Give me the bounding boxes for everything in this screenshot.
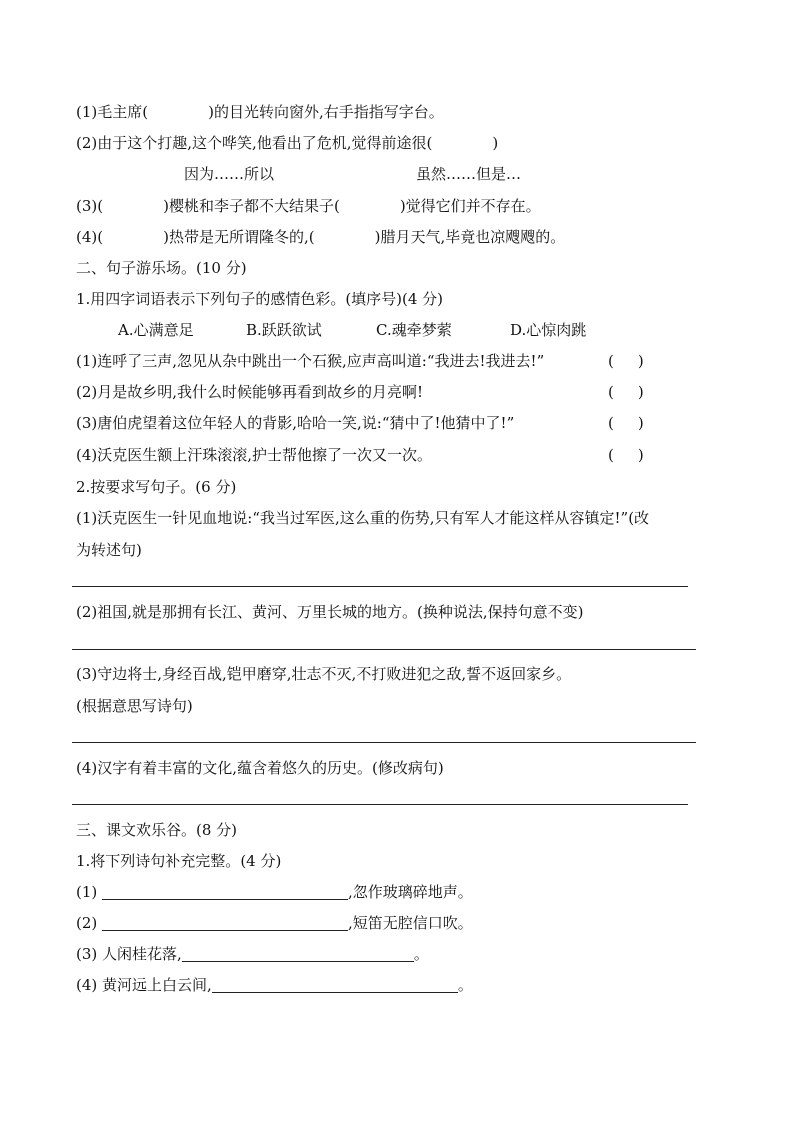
paren-open: ( (608, 446, 614, 464)
poem-item-2-text: ,短笛无腔信口吹。 (348, 914, 473, 932)
poem-item-4-end: 。 (457, 976, 473, 994)
emotion-answer-1[interactable] (608, 351, 644, 371)
section-2-part-2-title: 2.按要求写句子。(6 分) (76, 478, 237, 496)
section-2-title: 二、句子游乐场。(10 分) (76, 259, 247, 277)
rewrite-item-2: (2)祖国,就是那拥有长江、黄河、万里长城的地方。(换种说法,保持句意不变) (76, 603, 584, 621)
emotion-item-2: (2)月是故乡明,我什么时候能够再看到故乡的月亮啊! (76, 383, 424, 401)
poem-item-3-num: (3) (76, 945, 98, 963)
paren-open: ( (608, 414, 614, 432)
paren-close: ) (637, 352, 644, 370)
poem-item-4-num: (4) (76, 976, 98, 994)
poem-item-2-num: (2) (76, 914, 98, 932)
option-a: A.心满意足 (118, 321, 194, 339)
paren-close: ) (637, 414, 644, 432)
poem-blank-4[interactable] (212, 976, 458, 993)
fill-item-1-before: (1)毛主席( (76, 103, 149, 121)
section-2-part-1-title: 1.用四字词语表示下列句子的感情色彩。(填序号)(4 分) (76, 290, 444, 308)
fill-item-4-mid: )热带是无所谓隆冬的,( (163, 228, 315, 246)
poem-blank-1[interactable] (102, 883, 348, 900)
fill-item-4-num: (4)( (76, 228, 104, 246)
fill-item-2-after: ) (492, 134, 499, 152)
rewrite-item-3-line-2: (根据意思写诗句) (76, 697, 193, 715)
rewrite-item-1-line-1: (1)沃克医生一针见血地说:“我当过军医,这么重的伤势,只有军人才能这样从容镇定!”(改 (76, 509, 650, 527)
rewrite-item-3-line-1: (3)守边将士,身经百战,铠甲磨穿,壮志不灭,不打败进犯之敌,誓不返回家乡。 (76, 665, 572, 683)
fill-item-2 (76, 133, 498, 153)
answer-line-1[interactable] (72, 586, 688, 587)
fill-item-4-end: )腊月天气,毕竟也凉飕飕的。 (374, 228, 566, 246)
poem-item-3 (76, 944, 429, 964)
answer-line-4[interactable] (72, 804, 688, 805)
paren-close: ) (637, 446, 644, 464)
emotion-answer-4[interactable] (608, 445, 644, 465)
emotion-item-3: (3)唐伯虎望着这位年轻人的背影,哈哈一笑,说:“猜中了!他猜中了!” (76, 414, 515, 432)
poem-item-1-text: ,忽作玻璃碎地声。 (348, 883, 473, 901)
poem-item-2 (76, 913, 473, 933)
rewrite-item-4: (4)汉字有着丰富的文化,蕴含着悠久的历史。(修改病句) (76, 759, 444, 777)
fill-item-1-after: )的目光转向窗外,右手指指写字台。 (208, 103, 444, 121)
poem-item-1-num: (1) (76, 883, 98, 901)
rewrite-item-1-line-2: 为转述句) (76, 541, 142, 559)
poem-item-3-end: 。 (413, 945, 429, 963)
paren-open: ( (608, 352, 614, 370)
option-d: D.心惊肉跳 (510, 321, 587, 339)
answer-line-3[interactable] (72, 742, 696, 743)
section-3-part-1-title: 1.将下列诗句补充完整。(4 分) (76, 852, 282, 870)
poem-item-4 (76, 975, 473, 995)
fill-item-3-end: )觉得它们并不存在。 (399, 197, 541, 215)
section-3-title: 三、课文欢乐谷。(8 分) (76, 821, 238, 839)
paren-close: ) (637, 383, 644, 401)
fill-item-1 (76, 102, 444, 122)
fill-item-4 (76, 227, 565, 247)
fill-item-3-mid: )樱桃和李子都不大结果子( (163, 197, 340, 215)
emotion-answer-3[interactable] (608, 413, 644, 433)
emotion-item-1: (1)连呼了三声,忽见从杂中跳出一个石猴,应声高叫道:“我进去!我进去!” (76, 352, 545, 370)
poem-blank-3[interactable] (182, 945, 414, 962)
answer-line-2[interactable] (72, 649, 696, 650)
paren-open: ( (608, 383, 614, 401)
poem-item-3-text: 人闲桂花落, (102, 945, 182, 963)
fill-item-3 (76, 196, 541, 216)
option-c: C.魂牵梦萦 (376, 321, 452, 339)
fill-item-3-num: (3)( (76, 197, 104, 215)
fill-item-2-before: (2)由于这个打趣,这个哗笑,他看出了危机,觉得前途很( (76, 134, 433, 152)
option-b: B.跃跃欲试 (246, 321, 322, 339)
poem-blank-2[interactable] (102, 914, 348, 931)
word-bank-item-2: 虽然……但是… (416, 165, 522, 183)
emotion-item-4: (4)沃克医生额上汗珠滚滚,护士帮他擦了一次又一次。 (76, 446, 433, 464)
poem-item-4-text: 黄河远上白云间, (102, 976, 212, 994)
poem-item-1 (76, 882, 473, 902)
emotion-answer-2[interactable] (608, 382, 644, 402)
word-bank-item-1: 因为……所以 (184, 165, 275, 183)
